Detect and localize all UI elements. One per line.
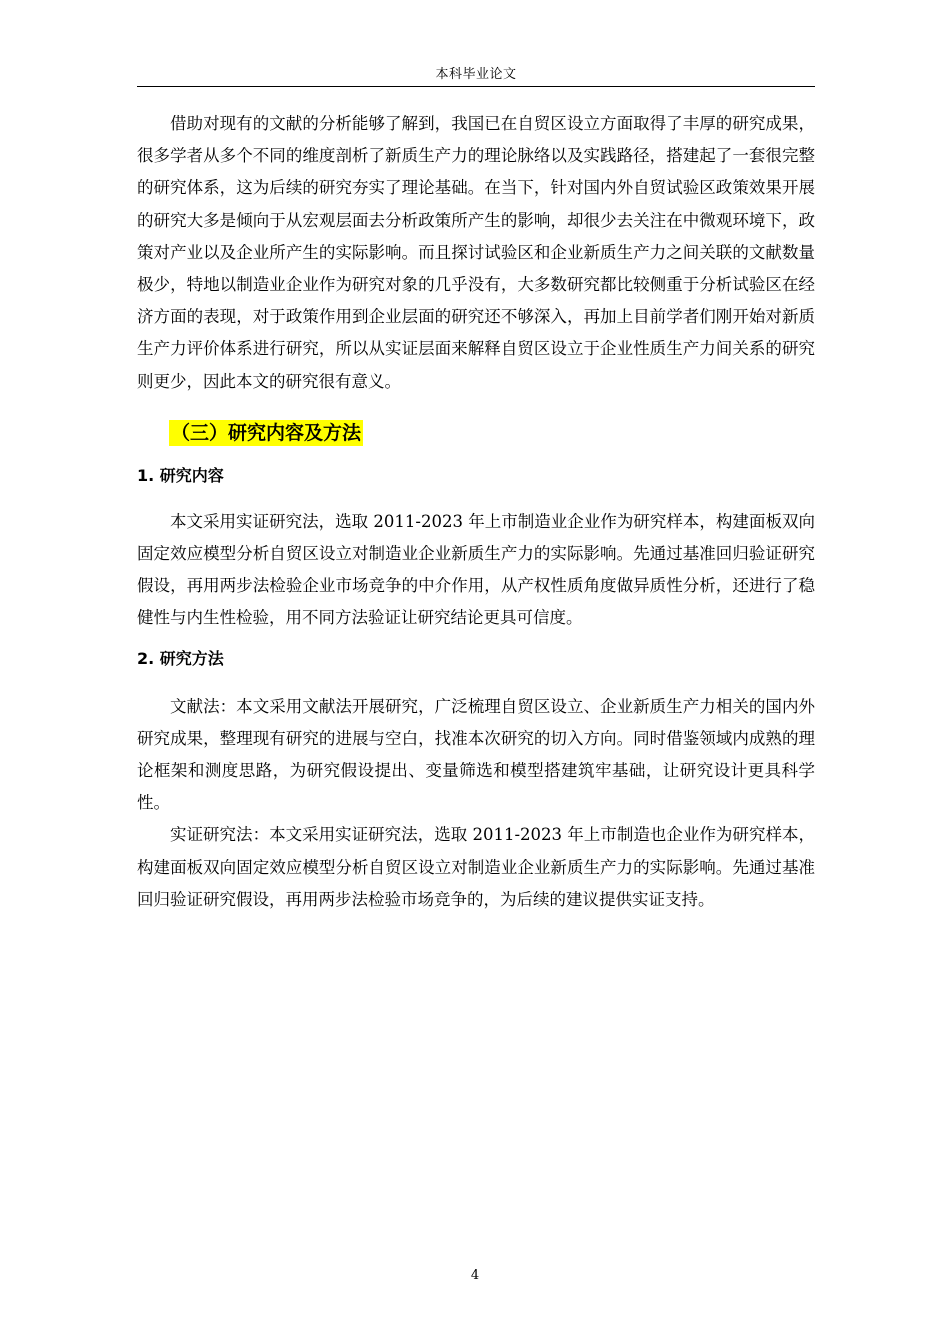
subsection-title-research-methods: 2. 研究方法 [137,648,224,668]
subsection-title-research-content: 1. 研究内容 [137,465,224,485]
literature-method-paragraph: 文献法：本文采用文献法开展研究，广泛梳理自贸区设立、企业新质生产力相关的国内外研究成果，整理现有研究的进展与空白，找准本次研究的切入方向。同时借鉴领域内成熟的理论框架和测度思路，为研究假设提出、变量筛选和模型搭建筑牢基础，让研究设计更具科学性。 [137,696,815,813]
empirical-method-paragraph: 实证研究法：本文采用实证研究法，选取 2011-2023 年上市制造也企业作为研究样本，构建面板双向固定效应模型分析自贸区设立对制造业企业新质生产力的实际影响。先通过基准回归验证研究假设，再用两步法检验市场竞争的，为后续的建议提供实证支持。 [137,825,815,909]
intro-paragraph: 借助对现有的文献的分析能够了解到，我国已在自贸区设立方面取得了丰厚的研究成果，很多学者从多个不同的维度剖析了新质生产力的理论脉络以及实践路径，搭建起了一套很完整的研究体系，这为后续的研究夯实了理论基础。在当下，针对国内外自贸试验区政策效果开展的研究大多是倾向于从宏观层面去分析政策所产生的影响，却很少去关注在中微观环境下，政策对产业以及企业所产生的实际影响。而且探讨试验区和企业新质生产力之间关联的文献数量极少，特地以制造业企业作为研究对象的几乎没有，大多数研究都比较侧重于分析试验区在经济方面的表现，对于政策作用到企业层面的研究还不够深入，再加上目前学者们刚开始对新质生产力评价体系进行研究，所以从实证层面来解释自贸区设立于企业性质生产力间关系的研究则更少，因此本文的研究很有意义。 [137,114,815,391]
document-body [137,108,815,916]
page-header: 本科毕业论文 [137,64,815,87]
section-title-highlight: （三）研究内容及方法 [171,421,362,444]
page-number: 4 [470,1268,480,1283]
section-title [137,414,815,452]
research-content-paragraph: 本文采用实证研究法，选取 2011-2023 年上市制造业企业作为研究样本，构建面板双向固定效应模型分析自贸区设立对制造业企业新质生产力的实际影响。先通过基准回归验证研究假设，再用两步法检验企业市场竞争的中介作用，从产权性质角度做异质性分析，还进行了稳健性与内生性检验，用不同方法验证让研究结论更具可信度。 [137,511,815,628]
